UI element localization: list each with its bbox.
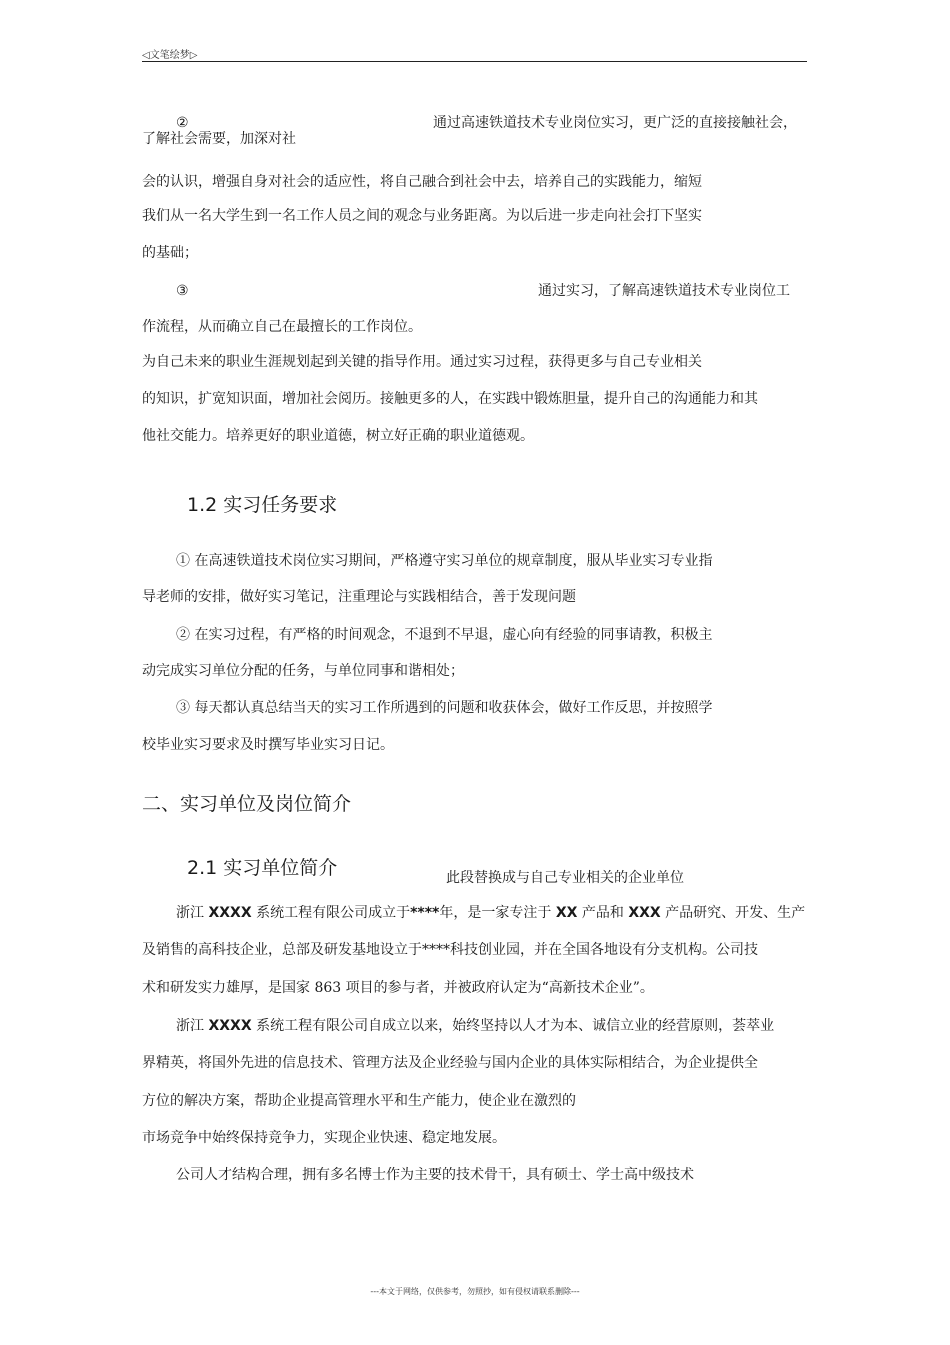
header-rule <box>142 61 807 62</box>
replace-note: 此段替换成与自己专业相关的企业单位 <box>446 870 684 886</box>
para2-line4: 的知识，扩宽知识面，增加社会阅历。接触更多的人，在实践中锻炼胆量，提升自己的沟通能力和其 <box>142 391 758 407</box>
para2-line2: 作流程，从而确立自己在最擅长的工作岗位。 <box>142 319 422 335</box>
task3-line1: ③ 每天都认真总结当天的实习工作所遇到的问题和收获体会，做好工作反思，并按照学 <box>176 700 713 716</box>
para1-number: ② <box>176 115 189 131</box>
company-para2-line2: 界精英，将国外先进的信息技术、管理方法及企业经验与国内企业的具体实际相结合，为企业提供全 <box>142 1055 758 1071</box>
para2-number: ③ <box>176 283 189 299</box>
para1-line4: 我们从一名大学生到一名工作人员之间的观念与业务距离。为以后进一步走向社会打下坚实 <box>142 208 702 224</box>
para1-line3: 会的认识，增强自身对社会的适应性，将自己融合到社会中去，培养自己的实践能力，缩短 <box>142 174 702 190</box>
section-heading-2-1: 2.1 实习单位简介 <box>187 857 338 879</box>
company-para2-line4: 市场竞争中始终保持竞争力，实现企业快速、稳定地发展。 <box>142 1130 506 1146</box>
section-heading-1-2: 1.2 实习任务要求 <box>187 494 338 516</box>
company-para3-line1: 公司人才结构合理，拥有多名博士作为主要的技术骨干，具有硕士、学士高中级技术 <box>176 1167 694 1183</box>
page-header: ◁文笔绘梦▷ <box>142 50 198 61</box>
para1-line5: 的基础； <box>142 245 198 261</box>
company-para2-line1: 浙江 XXXX 系统工程有限公司自成立以来，始终坚持以人才为本、诚信立业的经营原则，荟萃业 <box>176 1018 775 1034</box>
para1-line2: 了解社会需要，加深对社 <box>142 131 296 147</box>
chapter-heading-2: 二、实习单位及岗位简介 <box>142 793 352 815</box>
task3-line2: 校毕业实习要求及时撰写毕业实习日记。 <box>142 737 394 753</box>
para2-line3: 为自己未来的职业生涯规划起到关键的指导作用。通过实习过程，获得更多与自己专业相关 <box>142 354 702 370</box>
para1-line1: 通过高速铁道技术专业岗位实习，更广泛的直接接触社会， <box>433 115 797 131</box>
task1-line2: 导老师的安排，做好实习笔记，注重理论与实践相结合，善于发现问题 <box>142 589 576 605</box>
para2-line5: 他社交能力。培养更好的职业道德，树立好正确的职业道德观。 <box>142 428 534 444</box>
task2-line1: ② 在实习过程，有严格的时间观念，不退到不早退，虚心向有经验的同事请教，积极主 <box>176 627 713 643</box>
task2-line2: 动完成实习单位分配的任务，与单位同事和谐相处； <box>142 663 464 679</box>
company-para1-line3: 术和研发实力雄厚，是国家 863 项目的参与者，并被政府认定为“高新技术企业”。 <box>142 980 654 996</box>
para2-line1: 通过实习，了解高速铁道技术专业岗位工 <box>538 283 790 299</box>
company-para1-line1: 浙江 XXXX 系统工程有限公司成立于****年，是一家专注于 XX 产品和 XXX 产品研究、开发、生产 <box>176 905 806 921</box>
company-para2-line3: 方位的解决方案，帮助企业提高管理水平和生产能力，使企业在激烈的 <box>142 1093 576 1109</box>
task1-line1: ① 在高速铁道技术岗位实习期间，严格遵守实习单位的规章制度，服从毕业实习专业指 <box>176 553 713 569</box>
page-footer: ---本文于网络，仅供参考，勿照抄，如有侵权请联系删除--- <box>370 1287 580 1296</box>
company-para1-line2: 及销售的高科技企业，总部及研发基地设立于****科技创业园，并在全国各地设有分支机构。公司技 <box>142 942 758 958</box>
